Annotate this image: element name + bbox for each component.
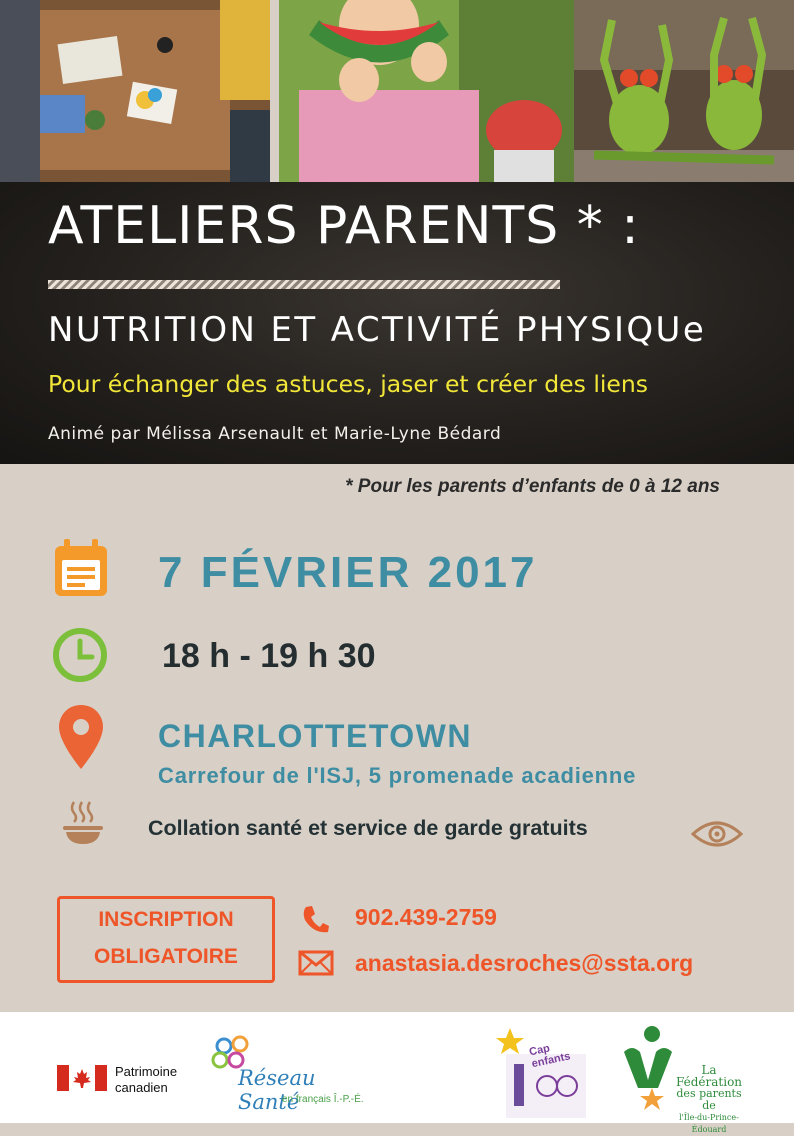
photo-strip (0, 0, 794, 182)
patrimoine-line-1: Patrimoine (115, 1064, 178, 1079)
reseau-sante-name: Réseau Santé (238, 1066, 316, 1114)
snack-info: Collation santé et service de garde gratuits (148, 816, 588, 840)
photo-child-watermelon (279, 0, 574, 182)
location-pin-icon (57, 703, 105, 776)
event-address: Carrefour de l'ISJ, 5 promenade acadienne (158, 763, 637, 788)
header-banner (0, 182, 794, 464)
event-time: 18 h - 19 h 30 (162, 637, 376, 675)
registration-line-2: OBLIGATOIRE (94, 945, 238, 968)
reseau-sante-subtitle: en français Î.-P.-É. (282, 1094, 364, 1105)
photo-frog-figurines (574, 0, 794, 182)
federation-line-2: des parents de (676, 1087, 742, 1112)
canada-flag-icon (57, 1065, 107, 1096)
contact-phone[interactable]: 902.439-2759 (355, 904, 497, 930)
contact-email[interactable]: anastasia.desroches@ssta.org (355, 950, 694, 976)
federation-emblem-icon (618, 1024, 678, 1114)
sponsor-footer (0, 1012, 794, 1134)
patrimoine-canadien-logo (57, 1064, 177, 1096)
tagline: Pour échanger des astuces, jaser et créer des liens (48, 370, 648, 398)
soup-bowl-icon (62, 800, 104, 853)
registration-box (57, 896, 275, 983)
federation-line-3: l'Île-du-Prince-Édouard (679, 1113, 739, 1134)
decorative-rule (48, 280, 560, 289)
audience-note: * Pour les parents d’enfants de 0 à 12 ans (345, 476, 720, 497)
page-title: ATELIERS PARENTS * : (48, 196, 640, 256)
envelope-icon (298, 950, 334, 981)
photo-workshop-table (0, 0, 270, 182)
cap-enfants-logo (492, 1024, 592, 1120)
phone-icon (302, 904, 330, 939)
patrimoine-line-2: canadien (115, 1080, 168, 1095)
event-date: 7 FÉVRIER 2017 (158, 548, 538, 597)
reseau-sante-logo (210, 1036, 380, 1114)
federation-parents-logo (618, 1024, 748, 1134)
eye-icon (691, 818, 743, 855)
calendar-icon (52, 538, 110, 605)
page-subtitle: NUTRITION ET ACTIVITÉ PHYSIQUe (48, 310, 707, 350)
registration-line-1: INSCRIPTION (98, 908, 234, 931)
hosts-line: Animé par Mélissa Arsenault et Marie-Lyne Bédard (48, 424, 502, 444)
event-city: CHARLOTTETOWN (158, 718, 472, 754)
federation-line-1: La Fédération (675, 1063, 743, 1089)
clock-icon (52, 627, 108, 688)
cap-enfants-name: Cap enfants (528, 1042, 572, 1071)
